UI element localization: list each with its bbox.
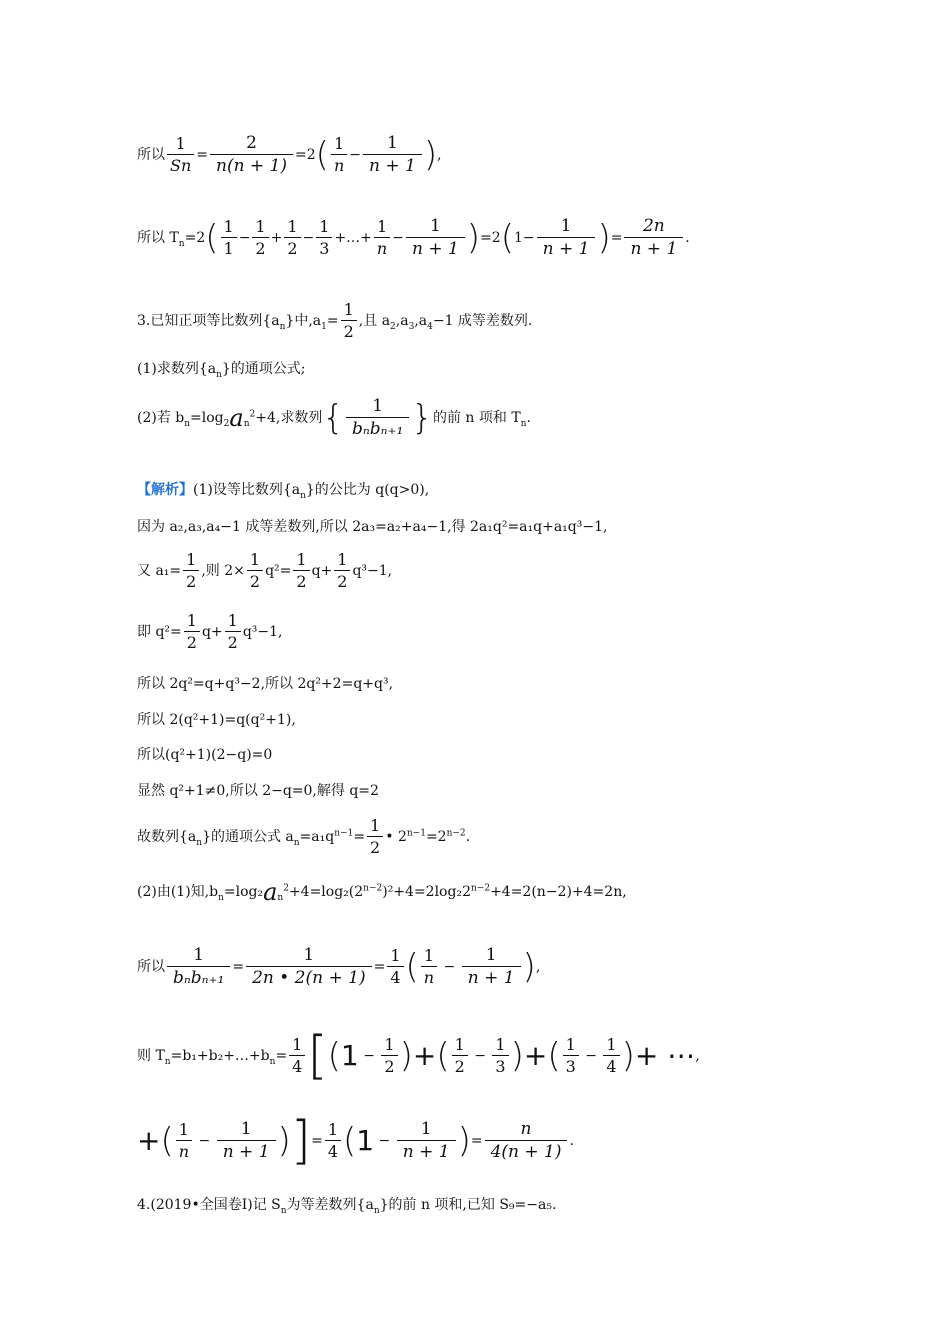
solution-line-13: +( $\frac{1}{n}$ − $\frac{1}{n + 1}$ )]= $\frac{1}{4}$ (1 − $\frac{1}{n + 1}$ )= $\frac{n}{4(n + 1)}$ . <box>137 1111 574 1171</box>
solution-line-8: 显然 q²+1≠0,所以 2−q=0,解得 q=2 <box>137 783 379 799</box>
problem-4-title: 4.(2019•全国卷Ⅰ)记 $S_n$为等差数列$\{a_n\}$的前 n 项和,已知 S₉=−a₅. <box>137 1197 557 1216</box>
fraction: $\frac{1}{Sn}$ <box>167 136 194 174</box>
solution-line-7: 所以(q²+1)(2−q)=0 <box>137 747 273 763</box>
problem-3-title: 3.已知正项等比数列$\{a_n\}$中$,a_1=$ $\frac{1}{2}$ ,且 $a_2,a_3,a_4-1$ 成等差数列. <box>137 300 533 341</box>
line-2: 所以 $T_n=2$( $\frac{1}{1}$ − $\frac{1}{2}$ + $\frac{1}{2}$ − $\frac{1}{3}$ +…+ $\frac{1}{n}$ − $\frac{1}{n + 1}$ )=2(1− $\frac{1}{n + 1}$ )= $\frac{2n}{n + 1}$ . <box>137 216 690 259</box>
solution-line-3: 又 a₁= $\frac{1}{2}$ ,则 2× $\frac{1}{2}$ q²= $\frac{1}{2}$ q+ $\frac{1}{2}$ q³−1, <box>137 550 393 591</box>
solution-line-11: 所以 1 bₙbₙ₊₁ = $\frac{1}{2n • 2(n + 1)}$ = $\frac{1}{4}$ ( $\frac{1}{n}$ − $\frac{1}{n + 1}$ ), <box>137 945 541 988</box>
line-1: 所以 $\frac{1}{Sn}$ = $\frac{2}{n(n + 1)}$ =2( $\frac{1}{n}$ − $\frac{1}{n + 1}$ ), <box>137 133 442 176</box>
solution-line-12: 则 $T_n=b_1+b_2+\dots+b_n=$ $\frac{1}{4}$ [(1 − $\frac{1}{2}$ )+( $\frac{1}{2}$ − $\frac{1}{3}$ )+( $\frac{1}{3}$ − $\frac{1}{4}$ )+ ⋯, <box>137 1026 700 1086</box>
text: 所以 <box>137 147 165 163</box>
fraction: $\frac{1}{n}$ <box>331 136 347 174</box>
question-2: (2)若 $b_n=\log_2a_n^2+4$,求数列{ 1 bₙbₙ₊₁ }的前 n 项和 $T_n$. <box>137 396 531 439</box>
fraction: $\frac{2}{n(n + 1)}$ <box>210 135 293 175</box>
solution-line-2: 因为 a₂,a₃,a₄−1 成等差数列,所以 2a₃=a₂+a₄−1,得 2a₁q²=a₁q+a₁q³−1, <box>137 519 608 535</box>
solution-line-5: 所以 2q²=q+q³−2,所以 2q²+2=q+q³, <box>137 676 394 692</box>
solution-line-4: 即 q²= $\frac{1}{2}$ q+ $\frac{1}{2}$ q³−1, <box>137 611 283 652</box>
solution-tag: 【解析】 <box>137 482 193 498</box>
solution-line-1: 【解析】(1)设等比数列$\{a_n\}$的公比为 q(q>0), <box>137 482 430 501</box>
question-1: (1)求数列$\{a_n\}$的通项公式; <box>137 361 306 380</box>
solution-line-9: 故数列$\{a_n\}$的通项公式 $a_n=a_1q^{n-1}=$ $\frac{1}{2}$ • $2^{n-1}=2^{n-2}$. <box>137 816 471 857</box>
solution-line-10: (2)由(1)知$,b_n=\log_2a_n^2+4=\log_2(2^{n-2})^2+4=2\log_22^{n-2}+4=2(n-2)+4=2n$, <box>137 878 627 906</box>
solution-line-6: 所以 2(q²+1)=q(q²+1), <box>137 712 296 728</box>
fraction: $\frac{1}{n + 1}$ <box>363 135 422 175</box>
